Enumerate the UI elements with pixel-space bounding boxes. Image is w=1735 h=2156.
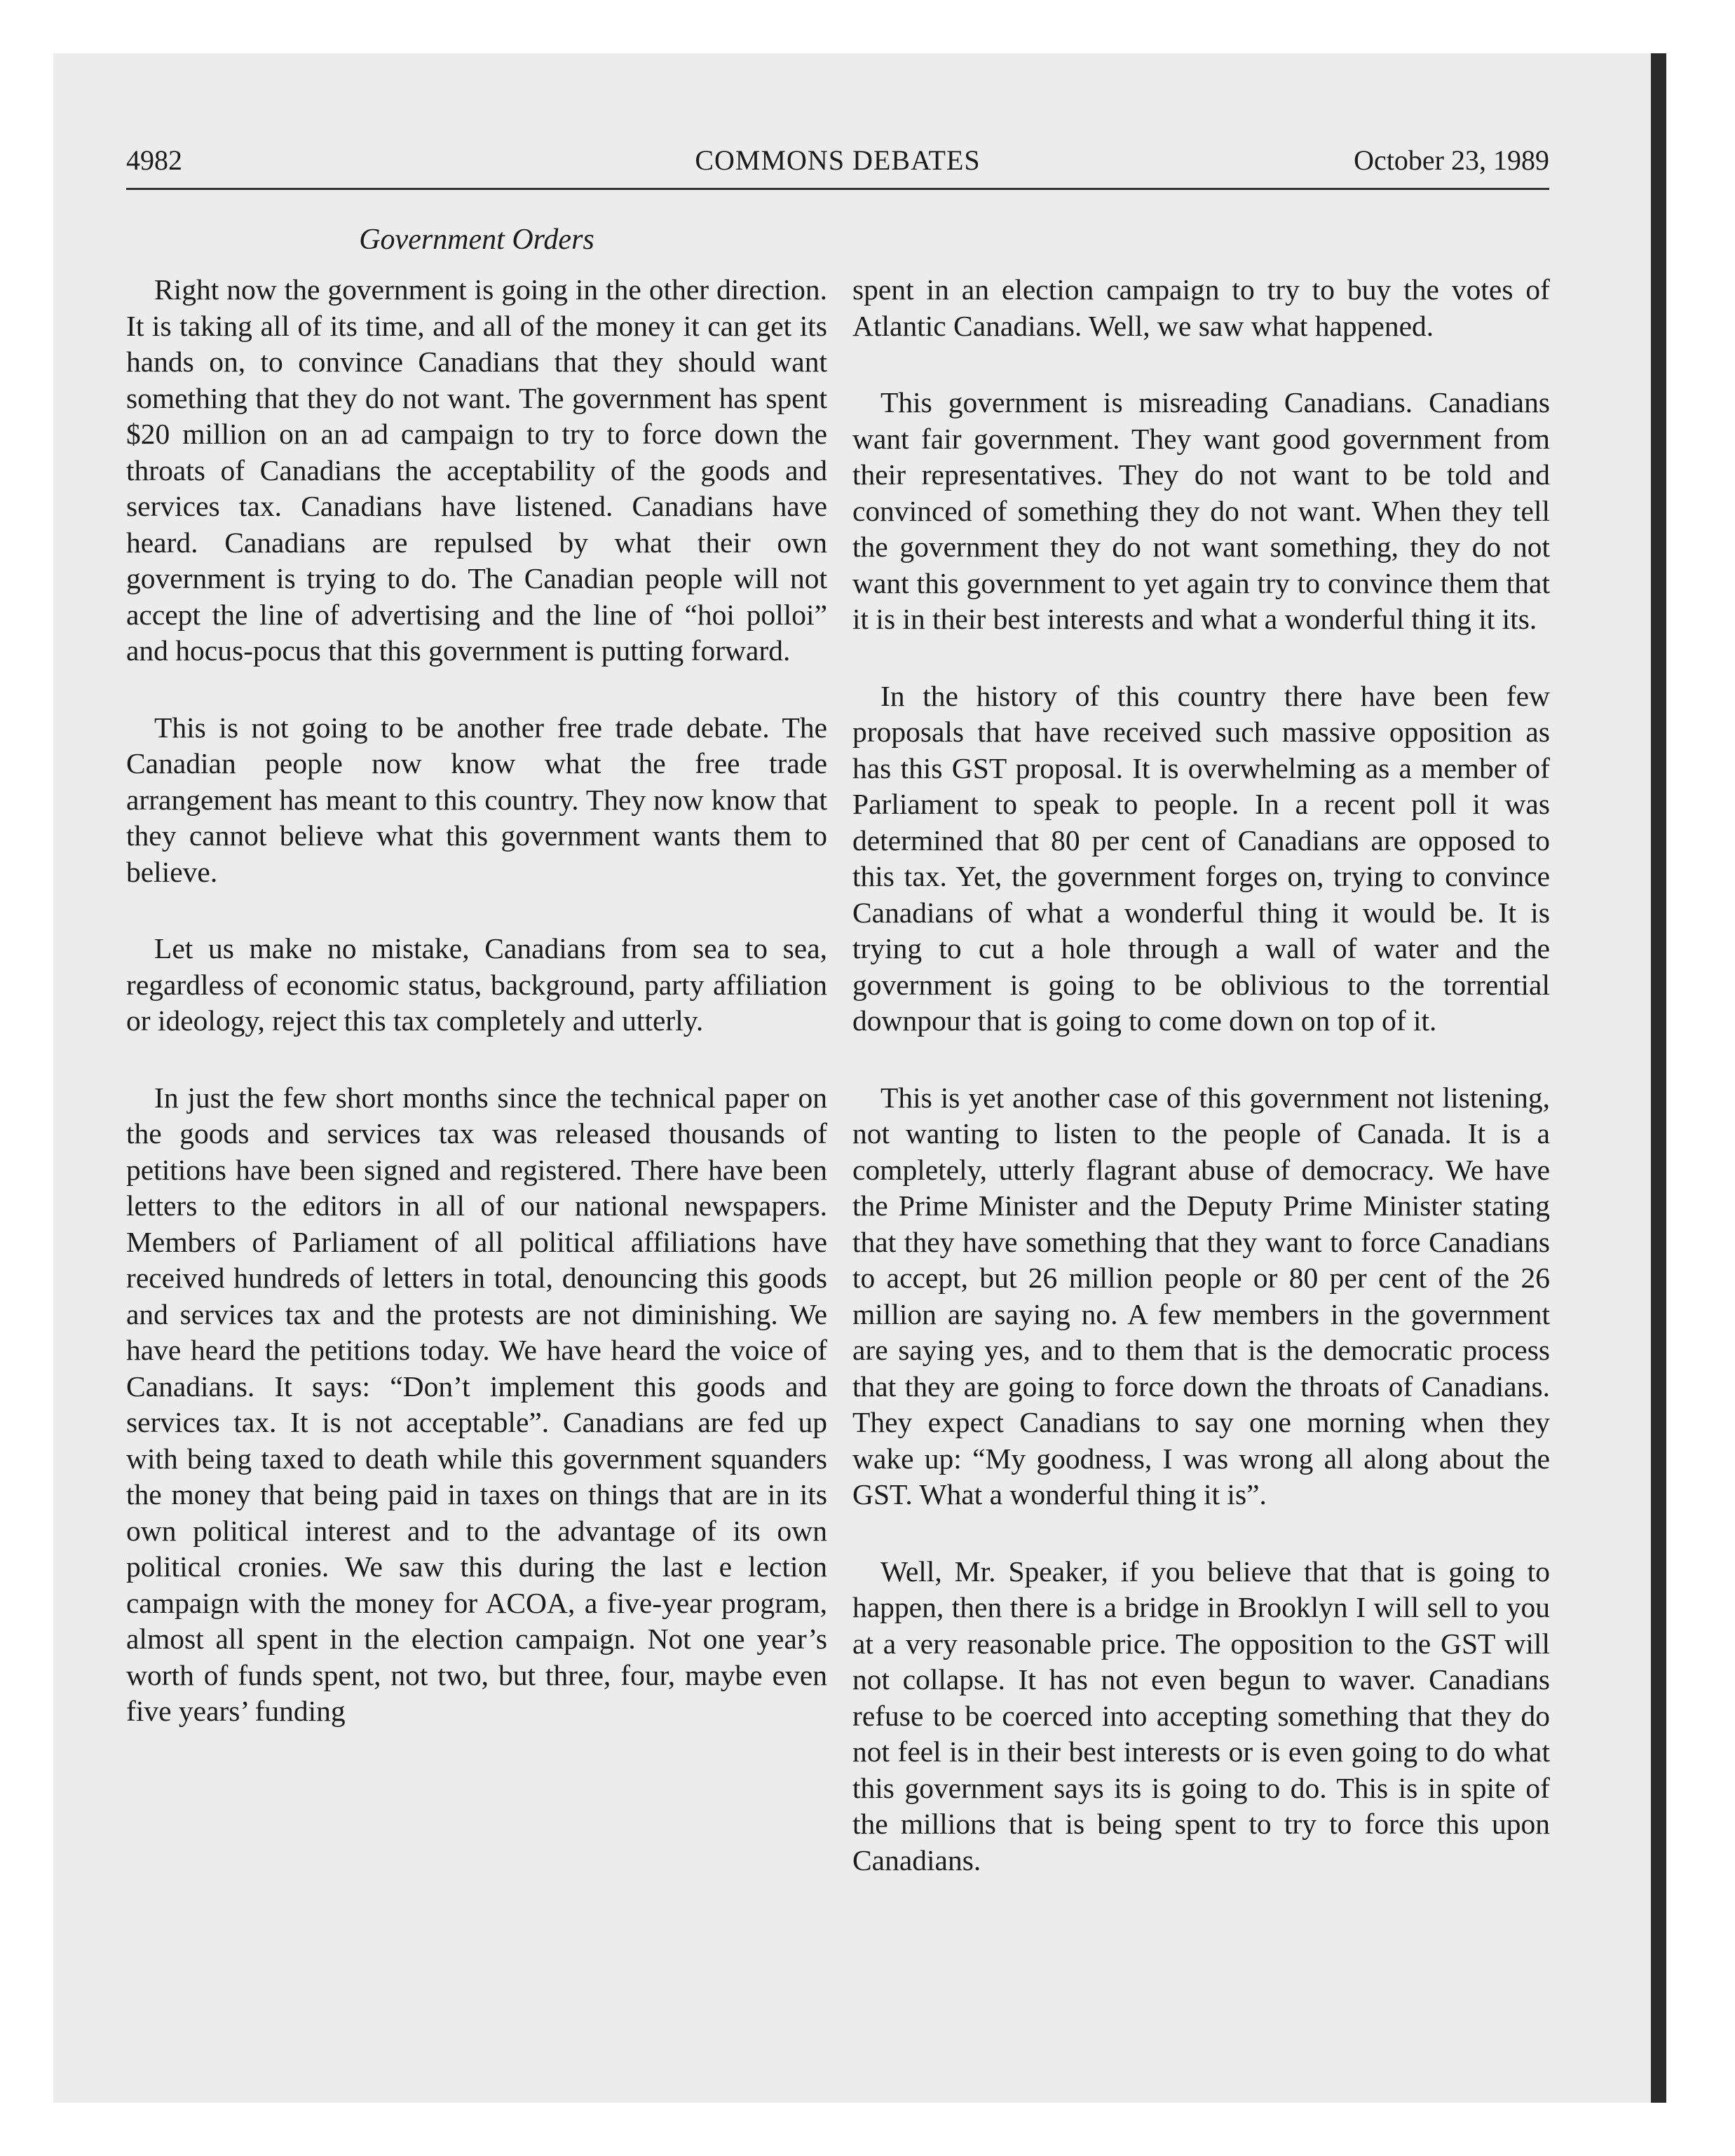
header-rule [126,188,1549,190]
paragraph: In the history of this country there have been few proposals that have received such massive opposition as has this GST proposal. It is overwhelming as a member of Parliament to speak to people. In a recent poll it was determined that 80 per cent of Canadians are opposed to this tax. Yet, the government forges on, trying to convince Canadians of what a wonderful thing it would be. It is trying to cut a hole through a wall of water and the government is going to be oblivious to the torrential downpour that is going to come down on top of it. [852,679,1550,1037]
paragraph: Right now the government is going in the other direction. It is taking all of its time, and all of the money it can get its hands on, to convince Canadians that they should want something that they do not want. The government has spent $20 million on an ad campaign to try to force down the throats of Canadians the acceptability of the goods and services tax. Canadians have listened. Canadians have heard. Canadians are repulsed by what their own government is trying to do. The Canadian people will not accept the line of advertising and the line of “hoi polloi” and hocus-pocus that this government is putting forward. [126,273,827,667]
paragraph: This is yet another case of this government not listening, not wanting to listen to the people of Canada. It is a completely, utterly flagrant abuse of democracy. We have the Prime Minister and the Deputy Prime Minister stating that they have something that they want to force Canadians to accept, but 26 million people or 80 per cent of the 26 million are saying no. A few members in the government are saying yes, and to them that is the democratic process that they are going to force down the throats of Canadians. They expect Canadians to say one morning when they wake up: “My goodness, I was wrong all along about the GST. What a wonderful thing it is”. [852,1081,1550,1510]
page-number: 4982 [126,144,182,176]
page-header [126,144,1549,186]
paragraph: This government is misreading Canadians. Canadians want fair government. They want good government from their representatives. They do not want to be told and convinced of something they do not want. When they tell the government they do not want something, they do not want this government to yet again try to convince them that it is in their best interests and what a wonderful thing it its. [852,386,1550,635]
paragraph-continued: spent in an election campaign to try to buy the votes of Atlantic Canadians. Well, we saw what happened. [852,273,1550,342]
scan-edge-shadow [1651,53,1666,2103]
publication-title: COMMONS DEBATES [695,144,981,176]
left-column [126,272,827,1770]
paragraph: Let us make no mistake, Canadians from sea to sea, regardless of economic status, background, party affiliation or ideology, reject this tax completely and utterly. [126,932,827,1037]
right-column [852,272,1550,1919]
paragraph: In just the few short months since the technical paper on the goods and services tax was released thousands of petitions have been signed and registered. There have been letters to the editors in all of our national newspapers. Members of Parliament of all political affiliations have received hundreds of letters in total, denouncing this goods and services tax and the protests are not diminishing. We have heard the petitions today. We have heard the voice of Canadians. It says: “Don’t implement this goods and services tax. It is not acceptable”. Canadians are fed up with being taxed to death while this government squanders the money that being paid in taxes on things that are in its own political interest and to the advantage of its own political cronies. We saw this during the last e lection campaign with the money for ACOA, a five-year program, almost all spent in the election campaign. Not one year’s worth of funds spent, not two, but three, four, maybe even five years’ funding [126,1081,827,1727]
paragraph: This is not going to be another free trade debate. The Canadian people now know what the free trade arrangement has meant to this country. They now know that they cannot believe what this government wants them to believe. [126,711,827,888]
paragraph: Well, Mr. Speaker, if you believe that that is going to happen, then there is a bridge in Brooklyn I will sell to you at a very reasonable price. The opposition to the GST will not collapse. It has not even begun to waver. Canadians refuse to be coerced into accepting something that they do not feel is in their best interests or is even going to do what this government says its is going to do. This is in spite of the millions that is being spent to try to force this upon Canadians. [852,1555,1550,1876]
publication-date: October 23, 1989 [1354,144,1549,176]
section-title: Government Orders [359,224,594,256]
